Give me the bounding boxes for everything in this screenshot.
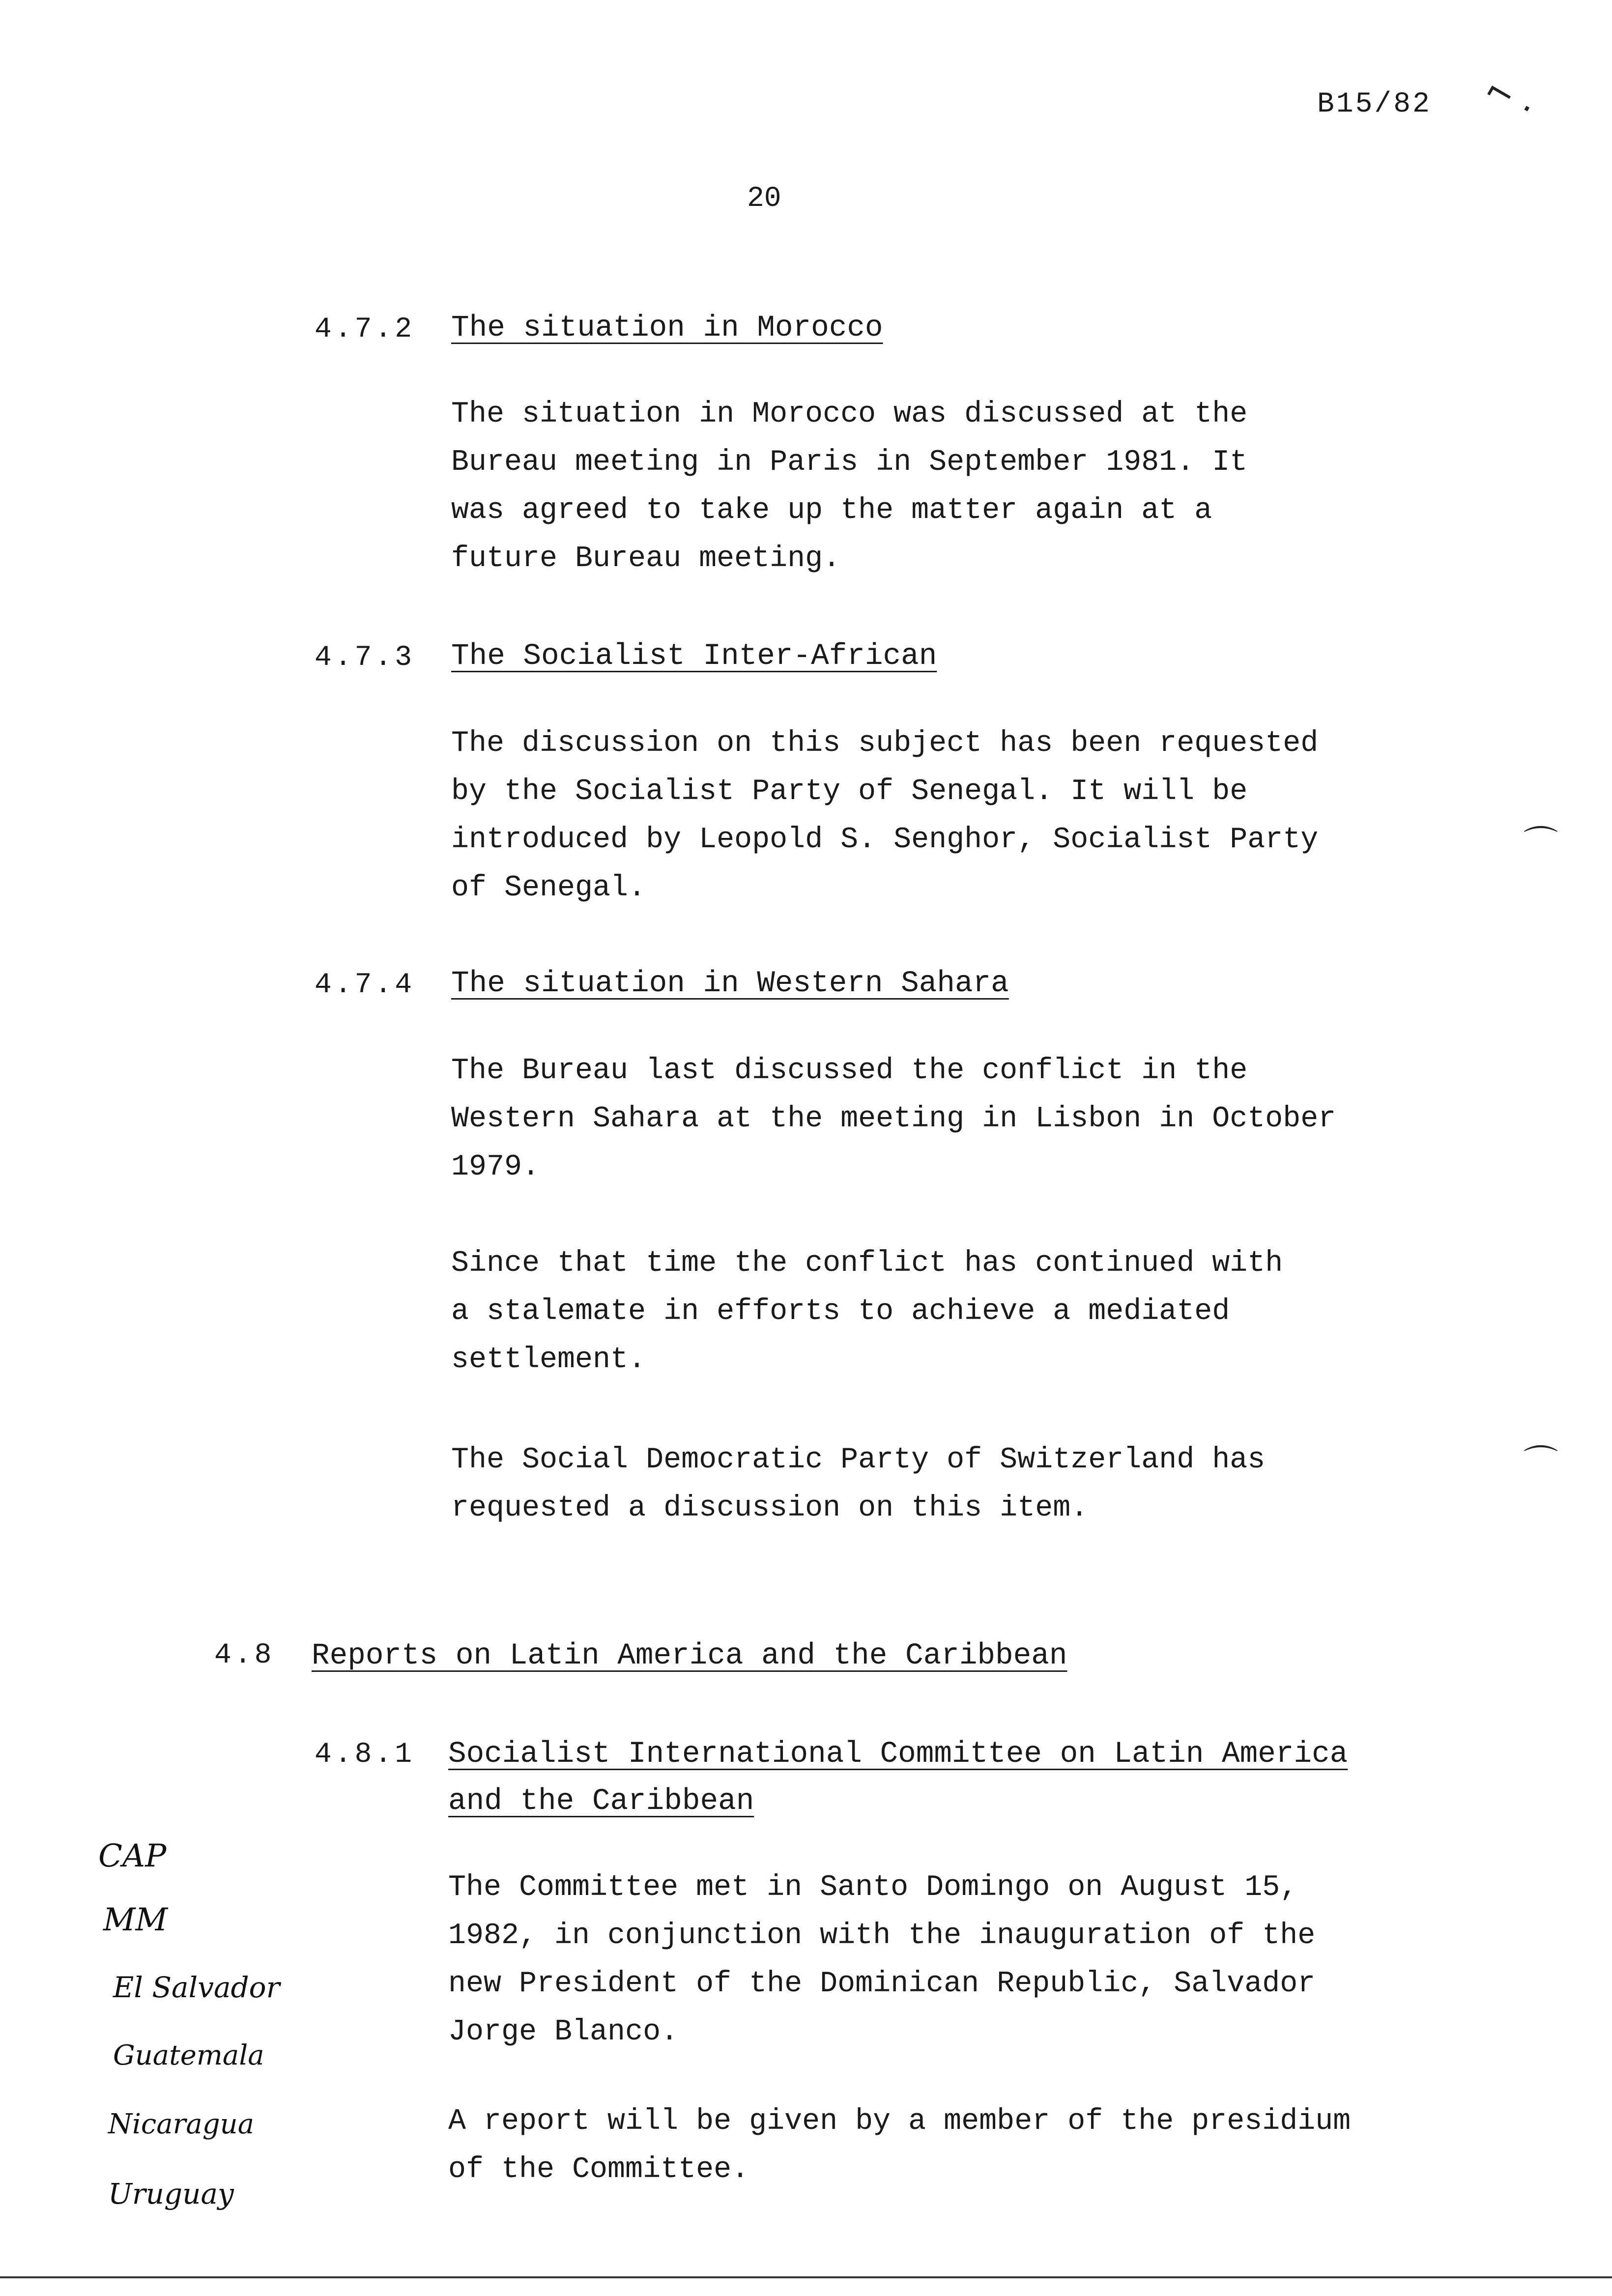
handwritten-note-1: CAP xyxy=(98,1838,167,1874)
section-number-4-8-1: 4.8.1 xyxy=(315,1739,415,1771)
section-number-4-7-2: 4.7.2 xyxy=(315,314,415,345)
section-number-4-8: 4.8 xyxy=(214,1639,275,1671)
section-4-7-4-paragraph-2: Since that time the conflict has continued with a stalemate in efforts to achieve a mediated settlement. xyxy=(451,1247,1283,1377)
section-heading-4-7-2: The situation in Morocco xyxy=(451,311,883,345)
section-number-4-7-3: 4.7.3 xyxy=(315,642,415,674)
section-4-8-1-paragraph-1: The Committee met in Santo Domingo on August 15, 1982, in conjunction with the inauguration of the new President of the Dominican Republic, Salvador Jorge Blanco. xyxy=(448,1871,1316,2049)
section-heading-4-8-1-line-1: Socialist International Committee on Latin America xyxy=(448,1737,1348,1771)
section-4-7-4-paragraph-3: The Social Democratic Party of Switzerland has requested a discussion on this item. xyxy=(451,1443,1266,1525)
section-heading-4-8: Reports on Latin America and the Caribbean xyxy=(312,1639,1067,1673)
section-4-8-1-paragraph-2: A report will be given by a member of the presidium of the Committee. xyxy=(448,2105,1351,2186)
section-number-4-7-4: 4.7.4 xyxy=(315,969,415,1001)
section-4-7-3-paragraph: The discussion on this subject has been requested by the Socialist Party of Senegal. It will be introduced by Leopold S. Senghor, Socialist Party of Senegal. xyxy=(451,727,1319,905)
margin-tick-mark: ⌐ · xyxy=(1477,68,1542,129)
section-heading-4-7-3: The Socialist Inter-African xyxy=(451,639,937,673)
scan-edge-line xyxy=(0,2276,1612,2278)
handwritten-note-2: MM xyxy=(103,1902,168,1938)
section-4-7-2-paragraph: The situation in Morocco was discussed at the Bureau meeting in Paris in September 1981. It was agreed to take up the matter again at a future Bureau meeting. xyxy=(451,398,1248,575)
margin-arc-mark: ⌒ xyxy=(1524,823,1558,863)
page-number: 20 xyxy=(747,183,781,215)
document-reference: B15/82 xyxy=(1317,88,1432,120)
section-heading-4-8-1-line-2: and the Caribbean xyxy=(448,1784,754,1818)
margin-arc-mark: ⌒ xyxy=(1524,1442,1558,1483)
handwritten-note-4: Guatemala xyxy=(113,2039,264,2071)
handwritten-note-6: Uruguay xyxy=(108,2177,234,2210)
handwritten-note-5: Nicaragua xyxy=(108,2108,255,2140)
handwritten-note-3: El Salvador xyxy=(113,1971,280,2004)
section-4-7-4-paragraph-1: The Bureau last discussed the conflict in the Western Sahara at the meeting in Lisbon in October 1979. xyxy=(451,1054,1336,1184)
section-heading-4-7-4: The situation in Western Sahara xyxy=(451,967,1009,1001)
